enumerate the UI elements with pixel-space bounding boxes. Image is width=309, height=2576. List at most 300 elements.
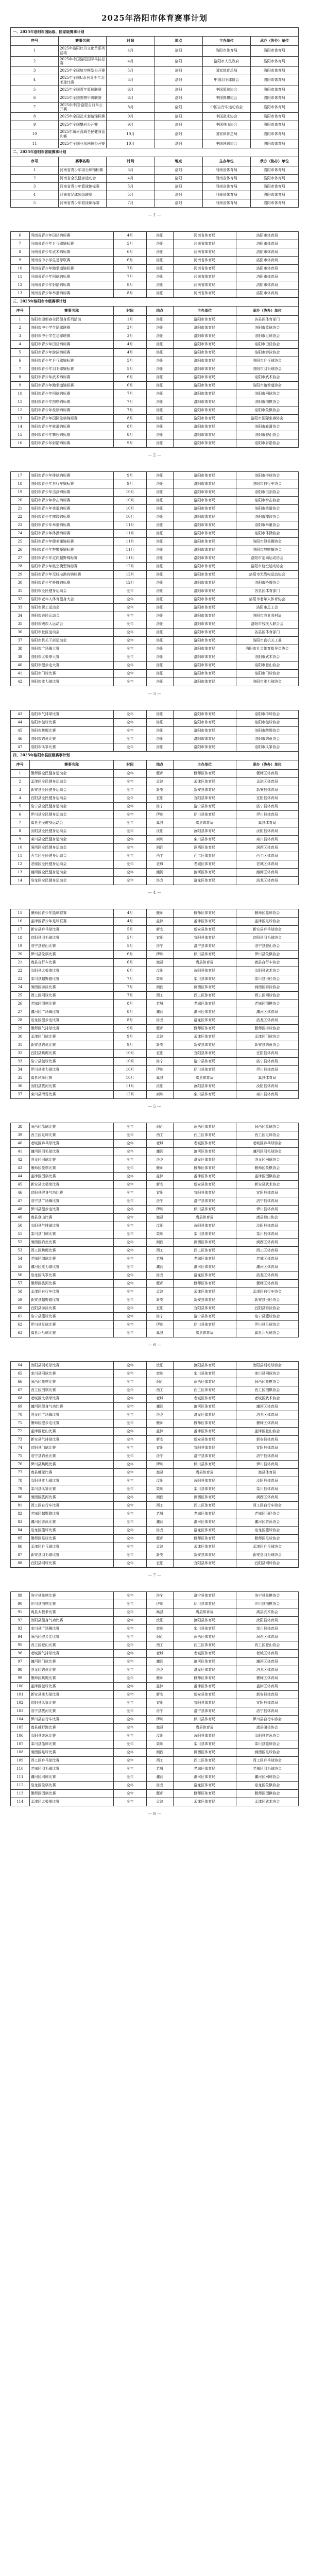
cell-organizer: 涧西区体育局 [236,1633,299,1641]
cell-event-name: 洛龙区象棋比赛 [29,1781,114,1789]
cell-organizer: 洛阳市体育局 [250,56,298,67]
cell-event-name: 新安县乒乓球比赛 [29,925,114,934]
table-row [11,315,299,324]
cell-organizer: 涧西区游泳协会 [236,983,299,991]
table-row [11,174,299,182]
cell-host: 洛阳市体育局 [174,488,236,496]
table-row [11,1296,299,1304]
cell-host: 嵩县体育局 [174,1468,236,1477]
cell-time: 4月 [107,174,154,182]
cell-organizer: 新安县羽毛球协会 [236,1551,299,1559]
cell-host: 汝阳县体育局 [174,1222,236,1230]
cell-event-name: 涧西区健步走比赛 [29,1633,114,1641]
cell-time: 全年 [114,777,146,786]
cell-time: 9月 [114,480,146,488]
cell-host: 伊川县体育局 [174,1715,236,1723]
cell-no: 70 [11,1411,30,1419]
cell-organizer: 洛龙区象棋协会 [236,1781,299,1789]
cell-no: 91 [11,1608,30,1616]
schedule-table [10,231,299,448]
cell-no: 2 [11,56,59,67]
cell-no: 8 [11,827,30,835]
table-row [11,950,299,958]
cell-no: 3 [11,182,59,191]
cell-time: 9月 [107,113,154,121]
schedule-table [10,909,299,1099]
cell-event-name: 洛宁县登山比赛 [29,942,114,950]
cell-place: 偃师 [146,1674,173,1682]
cell-organizer: 孟津区体育局 [236,777,299,786]
cell-host: 洛阳市体育局 [174,471,236,480]
cell-no: 62 [11,1320,30,1329]
cell-host: 洛宁县体育局 [174,1452,236,1460]
cell-organizer: 新安县体育局 [236,786,299,794]
cell-no: 44 [11,1172,30,1180]
cell-time: 全年 [114,1230,146,1238]
cell-host: 洛阳市体育局 [174,579,236,587]
schedule-table [10,1591,299,1806]
cell-place: 孟津 [146,1427,173,1435]
cell-place: 洛阳 [146,431,173,439]
cell-place: 洛阳 [154,86,202,94]
page-6 [10,1120,299,1355]
table-row [11,645,299,653]
cell-place: 宜阳 [146,1049,173,1057]
cell-time: 7月 [114,273,146,281]
cell-place: 洛宁 [146,1452,173,1460]
cell-host: 嵩县体育局 [174,1329,236,1337]
cell-no: 94 [11,1633,30,1641]
cell-time: 全年 [114,794,146,802]
cell-place: 新安 [146,1551,173,1559]
table-row [11,381,299,389]
table-row [11,273,299,281]
cell-place: 洛阳 [146,529,173,537]
cell-host: 河南省体育局 [174,240,236,248]
cell-host: 宜阳县体育局 [174,1699,236,1707]
cell-no: 35 [11,620,30,628]
cell-organizer: 洛龙区体育局 [236,876,299,885]
schedule-table [10,710,299,885]
cell-place: 老城 [146,1765,173,1773]
cell-place: 老城 [146,999,173,1008]
cell-place: 宜阳 [146,1699,173,1707]
cell-no: 44 [11,718,30,726]
cell-time: 全年 [114,1329,146,1337]
cell-event-name: 孟津区毽球比赛 [29,1682,114,1690]
section-heading-row [11,751,299,760]
cell-time: 11月 [114,537,146,546]
cell-no: 14 [11,422,30,431]
cell-event-name: 洛阳市青少年攀岩锦标赛 [29,431,114,439]
cell-place: 宜阳 [146,1304,173,1312]
cell-place: 洛阳 [146,612,173,620]
cell-no: 4 [11,794,30,802]
cell-event-name: 宜阳县跳绳比赛 [29,1049,114,1057]
cell-no: 31 [11,1041,30,1049]
cell-place: 洛阳 [146,398,173,406]
cell-place: 涧西 [146,1238,173,1246]
table-row [11,570,299,579]
cell-no: 22 [11,513,30,521]
cell-no: 63 [11,1329,30,1337]
cell-event-name: 新安县柔力球比赛 [29,1690,114,1699]
cell-organizer: 洛阳市自行车协会 [236,480,299,488]
cell-organizer: 洛阳市围棋协会 [236,398,299,406]
cell-place: 瀍河 [146,1657,173,1666]
cell-place: 洛龙 [146,1781,173,1789]
cell-place: 洛阳 [146,231,173,240]
cell-place: 洛阳 [146,562,173,570]
cell-event-name: 洛龙区健步走比赛 [29,1016,114,1024]
cell-no: 21 [11,504,30,513]
cell-no: 17 [11,925,30,934]
cell-host: 洛阳市体育局 [174,315,236,324]
table-row [11,166,299,174]
cell-event-name: 河南省青少年射箭锦标赛 [29,281,114,289]
cell-no: 7 [11,819,30,827]
table-row [11,1789,299,1798]
cell-host: 偃师区体育局 [174,1164,236,1172]
cell-time: 7月 [114,389,146,398]
table-row [11,735,299,743]
cell-host: 洛阳市体育局 [174,595,236,603]
table-row [11,603,299,612]
cell-event-name: 栾川县门球比赛 [29,1230,114,1238]
cell-organizer: 洛阳市游泳协会 [236,348,299,357]
table-row [11,1147,299,1156]
table-row [11,1493,299,1501]
cell-place: 栾川 [146,1090,173,1098]
cell-host: 栾川县体育局 [174,1090,236,1098]
cell-time: 全年 [114,876,146,885]
cell-event-name: 偃师区青少年篮球联赛 [29,909,114,917]
cell-organizer: 汝阳县体育局 [236,1082,299,1090]
header-time: 时间 [107,157,154,166]
cell-host: 洛阳市体育局 [174,710,236,718]
cell-no: 45 [11,726,30,735]
cell-host: 栾川县体育局 [174,1369,236,1378]
cell-host: 偃师区体育局 [174,909,236,917]
cell-time: 全年 [114,1798,146,1806]
table-row [11,917,299,925]
cell-host: 洛阳市体育局 [174,513,236,521]
cell-place: 西工 [146,1246,173,1255]
cell-time: 4月 [114,917,146,925]
cell-place: 孟津 [146,1032,173,1041]
cell-no: 83 [11,1518,30,1526]
cell-host: 宜阳县体育局 [174,1189,236,1197]
cell-place: 洛阳 [146,554,173,562]
cell-event-name: 2025年黄河流域全民健身系列赛 [59,129,107,140]
cell-host: 河南省体育局 [202,182,250,191]
table-row [11,794,299,802]
cell-host: 洛宁县体育局 [174,942,236,950]
cell-time: 5月 [107,75,154,86]
cell-time: 5月 [114,357,146,365]
cell-organizer: 伊川县体育局 [236,1460,299,1468]
cell-organizer: 老城区羽毛球协会 [236,1765,299,1773]
schedule-table [10,1123,299,1337]
cell-no: 30 [11,579,30,587]
table-row [11,1008,299,1016]
page-2 [10,228,299,465]
cell-organizer: 新安县体育局 [236,1690,299,1699]
cell-host: 孟津区体育局 [174,1543,236,1551]
cell-place: 洛阳 [146,273,173,281]
table-row [11,398,299,406]
cell-time: 全年 [114,1600,146,1608]
table-row [11,199,299,207]
cell-place: 洛阳 [146,587,173,595]
table-row [11,1123,299,1131]
cell-organizer: 洛阳市排球协会 [236,471,299,480]
cell-time: 全年 [114,1296,146,1304]
cell-no: 8 [11,113,59,121]
cell-host: 瀍河区体育局 [174,1657,236,1666]
cell-host: 洛龙区体育局 [174,1411,236,1419]
cell-host: 瀍河区体育局 [174,1008,236,1016]
cell-host: 偃师区体育局 [174,1534,236,1543]
cell-organizer: 洛阳市足球协会 [236,332,299,340]
cell-host: 涧西区体育局 [174,1493,236,1501]
cell-no: 72 [11,1427,30,1435]
cell-host: 中国羽毛球协会 [202,75,250,86]
cell-event-name: 河南省青少年跆拳道锦标赛 [29,264,114,273]
cell-organizer: 洛阳市体操协会 [236,529,299,537]
header-name: 赛事名称 [59,37,107,46]
cell-organizer: 新安县钓鱼协会 [236,1041,299,1049]
cell-place: 伊川 [146,1600,173,1608]
table-row [11,431,299,439]
cell-event-name: 河南省青少年网球锦标赛 [29,273,114,281]
cell-no: 73 [11,1435,30,1444]
cell-no: 58 [11,1287,30,1296]
cell-organizer: 嵩县体育局 [236,819,299,827]
cell-event-name: 西工区跳绳比赛 [29,1246,114,1255]
cell-time: 全年 [114,868,146,876]
cell-place: 孟津 [146,1287,173,1296]
cell-place: 洛阳 [154,56,202,67]
cell-organizer: 汝阳县体育局 [236,1477,299,1485]
cell-event-name: 孟津区乒乓球比赛 [29,1543,114,1551]
table-row [11,1435,299,1444]
table-row [11,1304,299,1312]
cell-host: 洛龙区体育局 [174,1271,236,1279]
cell-time: 全年 [114,1320,146,1329]
cell-place: 洛阳 [146,439,173,447]
cell-host: 涧西区体育局 [174,1378,236,1386]
cell-event-name: 洛阳市青少年射箭锦标赛 [29,439,114,447]
cell-event-name: 洛阳市农民运动会 [29,612,114,620]
cell-host: 嵩县体育局 [174,958,236,967]
cell-time: 全年 [114,1123,146,1131]
cell-no: 11 [11,852,30,860]
cell-no: 71 [11,1419,30,1427]
cell-time: 12月 [114,562,146,570]
cell-place: 洛阳 [154,67,202,75]
cell-place: 洛阳 [154,191,202,199]
cell-no: 24 [11,529,30,537]
table-row [11,129,299,140]
cell-time: 全年 [114,1156,146,1164]
cell-time: 全年 [114,1402,146,1411]
cell-place: 涧西 [146,1378,173,1386]
cell-time: 全年 [114,860,146,868]
cell-host: 嵩县体育局 [174,1074,236,1082]
table-row [11,1041,299,1049]
cell-place: 涧西 [146,843,173,852]
cell-place: 洛阳 [146,348,173,357]
header-no: 序号 [11,157,59,166]
table-row [11,422,299,431]
table-row [11,1715,299,1723]
cell-no: 113 [11,1789,30,1798]
cell-time: 全年 [114,1707,146,1715]
cell-no: 7 [11,240,30,248]
cell-event-name: 洛阳市青少年游泳锦标赛 [29,348,114,357]
cell-event-name: 偃师区全民健身运动会 [29,769,114,777]
cell-host: 嵩县体育局 [174,1608,236,1616]
cell-no: 3 [11,67,59,75]
cell-host: 西工区体育局 [174,1246,236,1255]
cell-no: 38 [11,1123,30,1131]
cell-time: 全年 [114,1477,146,1485]
cell-time: 5月 [114,942,146,950]
cell-host: 汝阳县体育局 [174,1732,236,1740]
table-row [11,1386,299,1394]
cell-time: 全年 [114,1411,146,1419]
table-row [11,1329,299,1337]
table-row [11,1369,299,1378]
table-row [11,1238,299,1246]
cell-event-name: 新安县全民健身运动会 [29,786,114,794]
cell-organizer: 偃师区篮球协会 [236,909,299,917]
cell-host: 伊川县体育局 [174,1460,236,1468]
cell-no: 43 [11,710,30,718]
cell-organizer: 各县区体育部门 [236,587,299,595]
table-row [11,94,299,102]
cell-place: 嵩县 [146,1468,173,1477]
cell-place: 伊川 [146,1320,173,1329]
cell-place: 洛阳 [146,669,173,677]
cell-time: 全年 [114,710,146,718]
table-row [11,1608,299,1616]
cell-time: 1月 [114,315,146,324]
cell-no: 77 [11,1468,30,1477]
table-row [11,1798,299,1806]
cell-place: 新安 [146,1041,173,1049]
cell-place: 老城 [146,1139,173,1147]
table-row [11,1263,299,1271]
cell-place: 新安 [146,1180,173,1189]
table-row [11,1773,299,1781]
cell-host: 中国网球协会 [202,140,250,148]
cell-place: 洛阳 [146,289,173,297]
cell-place: 洛阳 [146,546,173,554]
cell-no: 13 [11,868,30,876]
cell-organizer: 洛阳市体育局 [250,46,298,57]
table-row [11,357,299,365]
cell-host: 洛阳市体育局 [174,562,236,570]
cell-no: 96 [11,1649,30,1657]
cell-no: 89 [11,1591,30,1600]
table-row [11,587,299,595]
cell-event-name: 嵩县乒乓球比赛 [29,1329,114,1337]
table-row [11,1213,299,1222]
cell-host: 宜阳县体育局 [174,1049,236,1057]
table-row [11,256,299,264]
cell-organizer: 洛阳市拳击协会 [236,496,299,504]
cell-time: 全年 [114,1386,146,1394]
cell-time: 全年 [114,603,146,612]
cell-no: 98 [11,1666,30,1674]
page-1 [10,7,299,225]
cell-host: 宜阳县体育局 [174,1304,236,1312]
cell-time: 全年 [114,645,146,653]
cell-event-name: 洛宁县篮球比赛 [29,1312,114,1320]
cell-host: 涧西区体育局 [174,983,236,991]
cell-host: 河南省体育局 [202,199,250,207]
cell-no: 59 [11,1296,30,1304]
cell-time: 全年 [114,1559,146,1567]
cell-host: 洛阳市体育局 [174,661,236,669]
table-row [11,579,299,587]
table-row [11,1723,299,1732]
table-row [11,546,299,554]
header-host: 主办单位 [202,37,250,46]
cell-event-name: 汝阳县拔河比赛 [29,1082,114,1090]
cell-place: 宜阳 [146,794,173,802]
cell-event-name: 河南省中小学生足球联赛 [29,256,114,264]
cell-organizer: 偃师区体育局 [236,1674,299,1682]
cell-no: 50 [11,1222,30,1230]
cell-host: 洛宁县体育局 [174,1197,236,1205]
cell-place: 偃师 [146,1789,173,1798]
cell-place: 洛阳 [146,373,173,381]
cell-time: 全年 [114,852,146,860]
cell-host: 嵩县体育局 [174,1213,236,1222]
table-row [11,113,299,121]
cell-organizer: 洛龙区体育局 [236,1666,299,1674]
cell-place: 孟津 [146,1798,173,1806]
table-row [11,1740,299,1748]
cell-host: 老城区体育局 [174,1765,236,1773]
cell-place: 洛阳 [146,496,173,504]
cell-host: 洛阳市体育局 [174,603,236,612]
table-row [11,537,299,546]
cell-organizer: 伊川县象棋协会 [236,950,299,958]
cell-host: 老城区体育局 [174,1139,236,1147]
cell-organizer: 瀍河区体育局 [236,1657,299,1666]
cell-time: 全年 [114,1419,146,1427]
cell-place: 洛阳 [154,129,202,140]
cell-organizer: 洛阳市体育局 [250,182,298,191]
table-row [11,669,299,677]
cell-no: 31 [11,587,30,595]
cell-no: 76 [11,1460,30,1468]
cell-place: 洛龙 [146,1271,173,1279]
cell-event-name: 洛阳市青少年乒乓球锦标赛 [29,357,114,365]
cell-host: 瀍河区体育局 [174,1263,236,1271]
cell-no: 1 [11,166,59,174]
cell-time: 7月 [114,975,146,983]
table-row [11,1419,299,1427]
cell-host: 洛阳市体育局 [174,414,236,422]
cell-host: 伊川县体育局 [174,1065,236,1074]
table-row [11,1131,299,1139]
cell-host: 洛阳市体育局 [174,521,236,529]
